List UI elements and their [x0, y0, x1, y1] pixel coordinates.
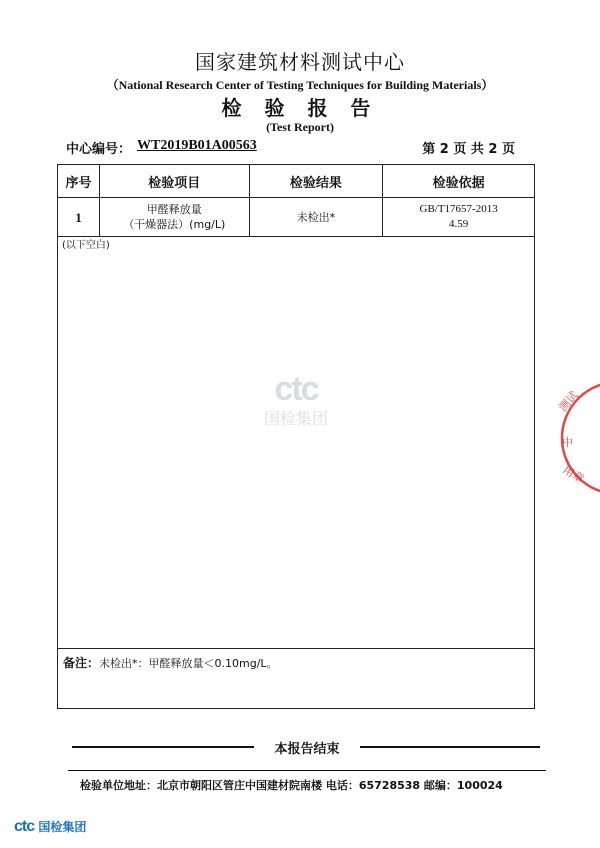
- row-item: [99, 198, 249, 237]
- remarks-text: 未检出*：甲醛释放量＜0.10mg/L。: [99, 657, 278, 670]
- end-text: 本报告结束: [274, 742, 340, 757]
- org-title: 国家建筑材料测试中心: [195, 50, 405, 74]
- report-title-en: (Test Report): [266, 120, 334, 134]
- table-row: [58, 198, 535, 237]
- report-title: 检 验 报 告: [221, 96, 379, 120]
- end-marker: [72, 738, 540, 757]
- watermark: [246, 372, 346, 429]
- table-header-row: [58, 165, 535, 198]
- watermark-text: 国检集团: [263, 409, 328, 428]
- svg-text:中: 中: [562, 436, 573, 449]
- header-result: 检验结果: [249, 165, 383, 198]
- remarks-label: 备注：: [63, 656, 100, 670]
- org-title-en: （National Research Center of Testing Techniques for Building Materials）: [106, 78, 494, 92]
- header-item: 检验项目: [99, 165, 249, 198]
- remarks: [63, 654, 278, 671]
- page-indicator: 第 2 页 共 2 页: [422, 142, 515, 157]
- row-result: 未检出*: [249, 198, 383, 237]
- results-table: [57, 164, 535, 237]
- row-item-line2: （干燥器法）(mg/L): [123, 218, 226, 231]
- end-line-left: [72, 746, 254, 748]
- remarks-divider: [57, 648, 535, 649]
- stamp-icon: [548, 378, 600, 498]
- ctc-logo-icon: ctc: [14, 818, 35, 835]
- svg-text:测试: 测试: [556, 388, 581, 414]
- header-basis: 检验依据: [383, 165, 535, 198]
- row-index: 1: [58, 198, 100, 237]
- header-index: 序号: [58, 165, 100, 198]
- row-basis-line1: GB/T17657-2013: [419, 203, 498, 215]
- report-number-value: WT2019B01A00563: [137, 138, 257, 153]
- blank-note: (以下空白): [62, 240, 110, 251]
- table-body-frame: [57, 232, 535, 709]
- official-stamp: [548, 378, 600, 498]
- row-basis-line2: 4.59: [449, 218, 469, 230]
- watermark-logo: ctc: [274, 370, 318, 408]
- brand-logo: [14, 818, 86, 836]
- footer-address: 检验单位地址：北京市朝阳区管庄中国建材院南楼 电话：65728538 邮编：100024: [80, 779, 503, 792]
- row-item-line1: 甲醛释放量: [146, 203, 202, 216]
- end-line-right: [360, 746, 540, 748]
- report-number-label: 中心编号：: [66, 142, 132, 157]
- row-basis: [383, 198, 535, 237]
- brand-name: 国检集团: [38, 820, 87, 834]
- footer-divider: [68, 770, 546, 771]
- svg-text:用章: 用章: [560, 463, 587, 486]
